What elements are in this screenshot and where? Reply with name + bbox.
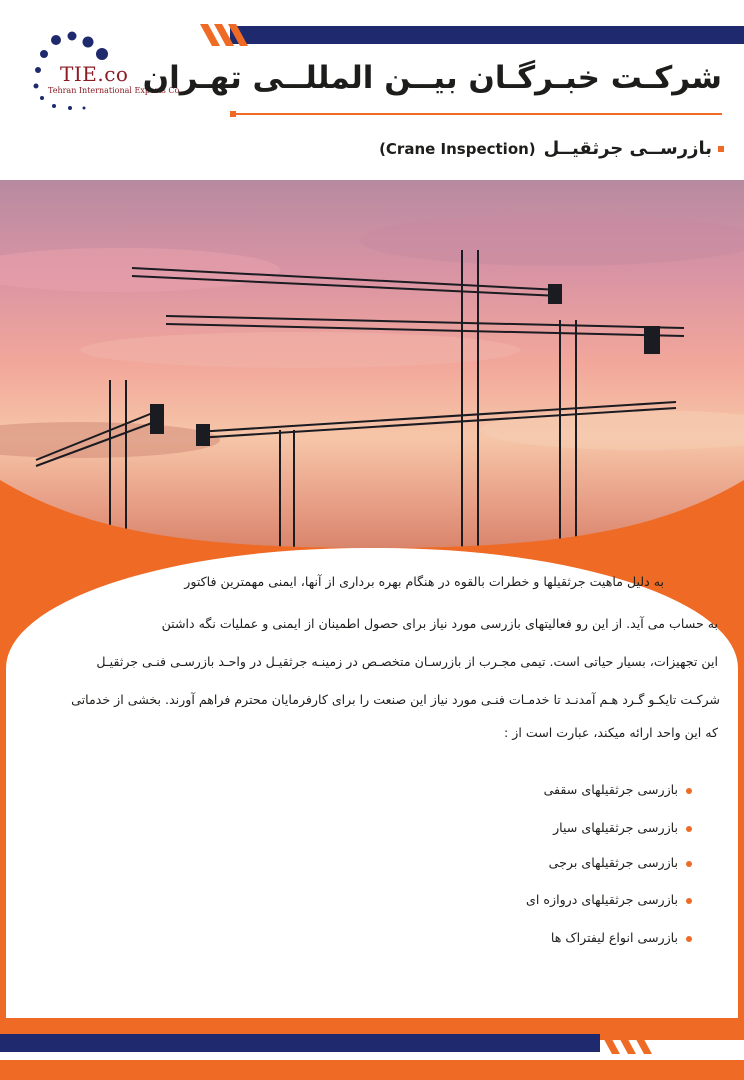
intro-line: این تجهیزات، بسیار حیاتی است. تیمی مجـرب از بازرسـان متخصـص در زمینـه جرثقیـل در واحـد بازرسـی فنـی جرثقیـل (96, 654, 718, 669)
bullet-dot-icon (686, 936, 692, 942)
list-item-label: بازرسی جرثقیلهای سقفی (543, 782, 678, 797)
list-item-label: بازرسی انواع لیفتراک ها (550, 930, 678, 945)
bottom-navy-band (0, 1034, 600, 1052)
bullet-dot-icon (686, 826, 692, 832)
company-title: شرکـت خبـرگـان بیــن المللــی تهـران (142, 60, 722, 96)
bullet-dot-icon (686, 788, 692, 794)
bullet-dot-icon (686, 898, 692, 904)
bottom-orange-stripes (600, 1032, 664, 1054)
top-orange-stripes (200, 24, 260, 46)
list-item-label: بازرسی جرثقیلهای دروازه ای (526, 892, 678, 907)
section-heading (379, 138, 724, 159)
top-navy-band (230, 26, 744, 44)
title-underline (232, 113, 722, 115)
list-item (551, 930, 692, 945)
logo-wordmark: TIE.co (60, 62, 129, 86)
bullet-dot-icon (686, 861, 692, 867)
intro-line: شرکـت تایکـو گـرد هـم آمدنـد تا خدمـات فنـی مورد نیاز این صنعت را برای کارفرمایان محترم فراهم آورند. بخشی از خدماتی (71, 692, 720, 707)
bottom-orange-bar (0, 1060, 744, 1080)
section-heading-en: (Crane Inspection) (379, 140, 536, 158)
title-underline-dot (230, 111, 236, 117)
list-item-label: بازرسی جرثقیلهای برجی (548, 855, 678, 870)
list-item (526, 892, 692, 907)
list-item (544, 782, 692, 797)
crane-sunset-photo (0, 180, 744, 548)
intro-line: که این واحد ارائه میکند، عبارت است از : (504, 725, 718, 740)
list-item (549, 855, 692, 870)
logo-subtitle: Tehran International Experts Co. (48, 86, 182, 95)
list-item-label: بازرسی جرثقیلهای سیار (553, 820, 678, 835)
intro-line: به دلیل ماهیت جرثقیلها و خطرات بالقوه در هنگام بهره برداری از آنها، ایمنی مهمترین فاکتور (184, 574, 664, 589)
section-heading-fa: بازرســی جرثقیــل (543, 138, 712, 159)
list-item (553, 820, 692, 835)
square-bullet-icon (718, 146, 724, 152)
intro-line: به حساب می آید. از این رو فعالیتهای بازرسی مورد نیاز برای حصول اطمینان از ایمنی و عملیات نگه داشتن (161, 616, 718, 631)
